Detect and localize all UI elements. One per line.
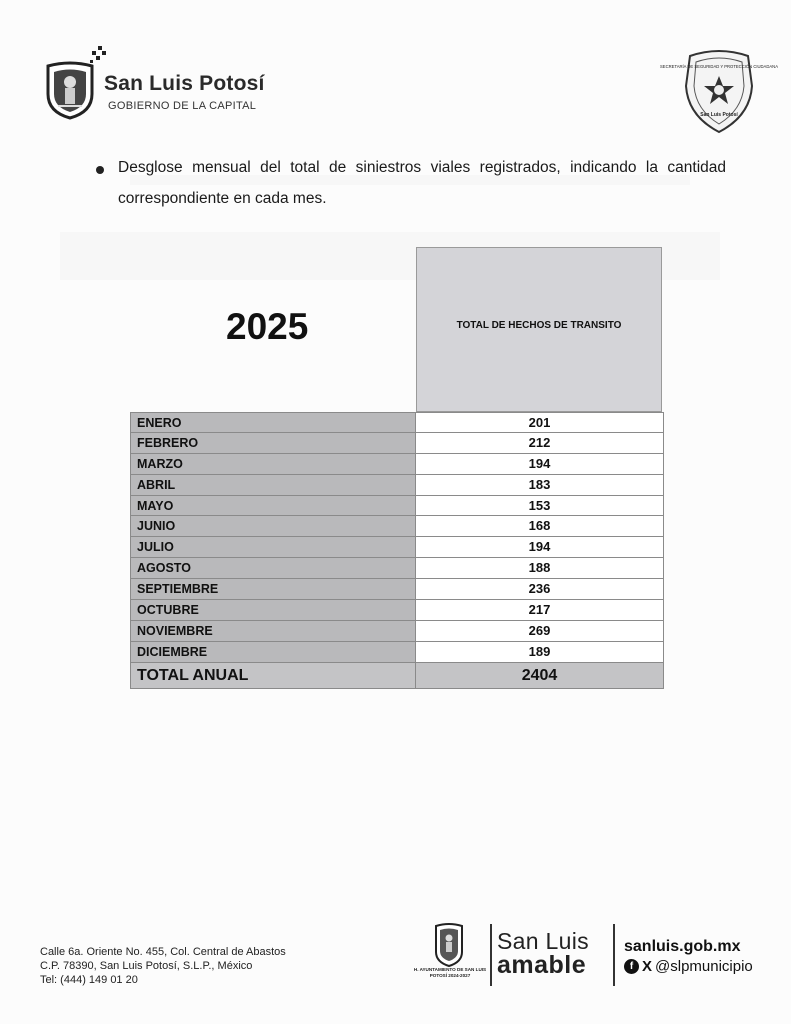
month-cell: MAYO xyxy=(130,496,416,516)
month-cell: DICIEMBRE xyxy=(130,642,416,662)
table-row xyxy=(130,537,664,558)
badge-bottom-text: San Luis Potosí xyxy=(700,112,738,118)
bullet-dot xyxy=(96,166,104,174)
table-row xyxy=(130,621,664,642)
value-cell: 153 xyxy=(416,496,664,516)
facebook-icon[interactable]: f xyxy=(624,959,639,974)
month-cell: NOVIEMBRE xyxy=(130,621,416,641)
footer-divider xyxy=(613,924,615,986)
year-heading: 2025 xyxy=(226,306,309,347)
table-row xyxy=(130,454,664,475)
column-header-label: TOTAL DE HECHOS DE TRANSITO xyxy=(456,320,622,331)
value-cell: 194 xyxy=(416,454,664,474)
month-cell: MARZO xyxy=(130,454,416,474)
org-name: San Luis Potosí xyxy=(104,72,265,95)
value-cell: 201 xyxy=(416,413,664,432)
month-cell: ENERO xyxy=(130,413,416,432)
month-cell: JULIO xyxy=(130,537,416,557)
value-cell: 212 xyxy=(416,433,664,453)
value-cell: 194 xyxy=(416,537,664,557)
table-row xyxy=(130,516,664,537)
table-row xyxy=(130,579,664,600)
month-cell: SEPTIEMBRE xyxy=(130,579,416,599)
month-cell: OCTUBRE xyxy=(130,600,416,620)
badge-top-text: SECRETARÍA DE SEGURIDAD Y PROTECCIÓN CIUDADANA xyxy=(660,64,778,69)
total-row xyxy=(130,663,664,689)
coat-of-arms-icon xyxy=(44,58,96,120)
table-row xyxy=(130,433,664,454)
month-cell: AGOSTO xyxy=(130,558,416,578)
footer-divider xyxy=(490,924,492,986)
table-row xyxy=(130,600,664,621)
value-cell: 183 xyxy=(416,475,664,495)
value-cell: 236 xyxy=(416,579,664,599)
header-logo xyxy=(44,46,284,126)
x-icon[interactable]: X xyxy=(642,958,653,975)
total-label: TOTAL ANUAL xyxy=(130,663,416,688)
table-row xyxy=(130,496,664,517)
value-cell: 217 xyxy=(416,600,664,620)
value-cell: 188 xyxy=(416,558,664,578)
footer-address xyxy=(40,945,286,987)
social-handle-text: @slpmunicipio xyxy=(655,958,753,975)
org-subtitle: GOBIERNO DE LA CAPITAL xyxy=(108,100,257,112)
brand-name: San Luis xyxy=(497,928,589,954)
value-cell: 189 xyxy=(416,642,664,662)
month-cell: FEBRERO xyxy=(130,433,416,453)
monthly-table xyxy=(130,412,664,689)
total-value: 2404 xyxy=(416,663,664,688)
value-cell: 269 xyxy=(416,621,664,641)
value-cell: 168 xyxy=(416,516,664,536)
police-badge-icon xyxy=(660,46,778,134)
social-handle[interactable] xyxy=(624,958,753,975)
address-line: Tel: (444) 149 01 20 xyxy=(40,974,138,986)
table-row xyxy=(130,642,664,663)
address-line: C.P. 78390, San Luis Potosí, S.L.P., México xyxy=(40,960,253,972)
table-row xyxy=(130,475,664,496)
month-cell: JUNIO xyxy=(130,516,416,536)
website-link[interactable]: sanluis.gob.mx xyxy=(624,938,741,955)
brand-tagline: amable xyxy=(497,951,587,979)
table-row xyxy=(130,558,664,579)
seal-caption: H. AYUNTAMIENTO DE SAN LUIS POTOSÍ 2024-2027 xyxy=(413,967,487,978)
month-cell: ABRIL xyxy=(130,475,416,495)
address-line: Calle 6a. Oriente No. 455, Col. Central de Abastos xyxy=(40,946,286,958)
table-row xyxy=(130,412,664,433)
ayuntamiento-seal-icon xyxy=(414,922,484,994)
description-paragraph: Desglose mensual del total de siniestros viales registrados, indicando la cantidad correspondiente en cada mes. xyxy=(118,159,726,207)
